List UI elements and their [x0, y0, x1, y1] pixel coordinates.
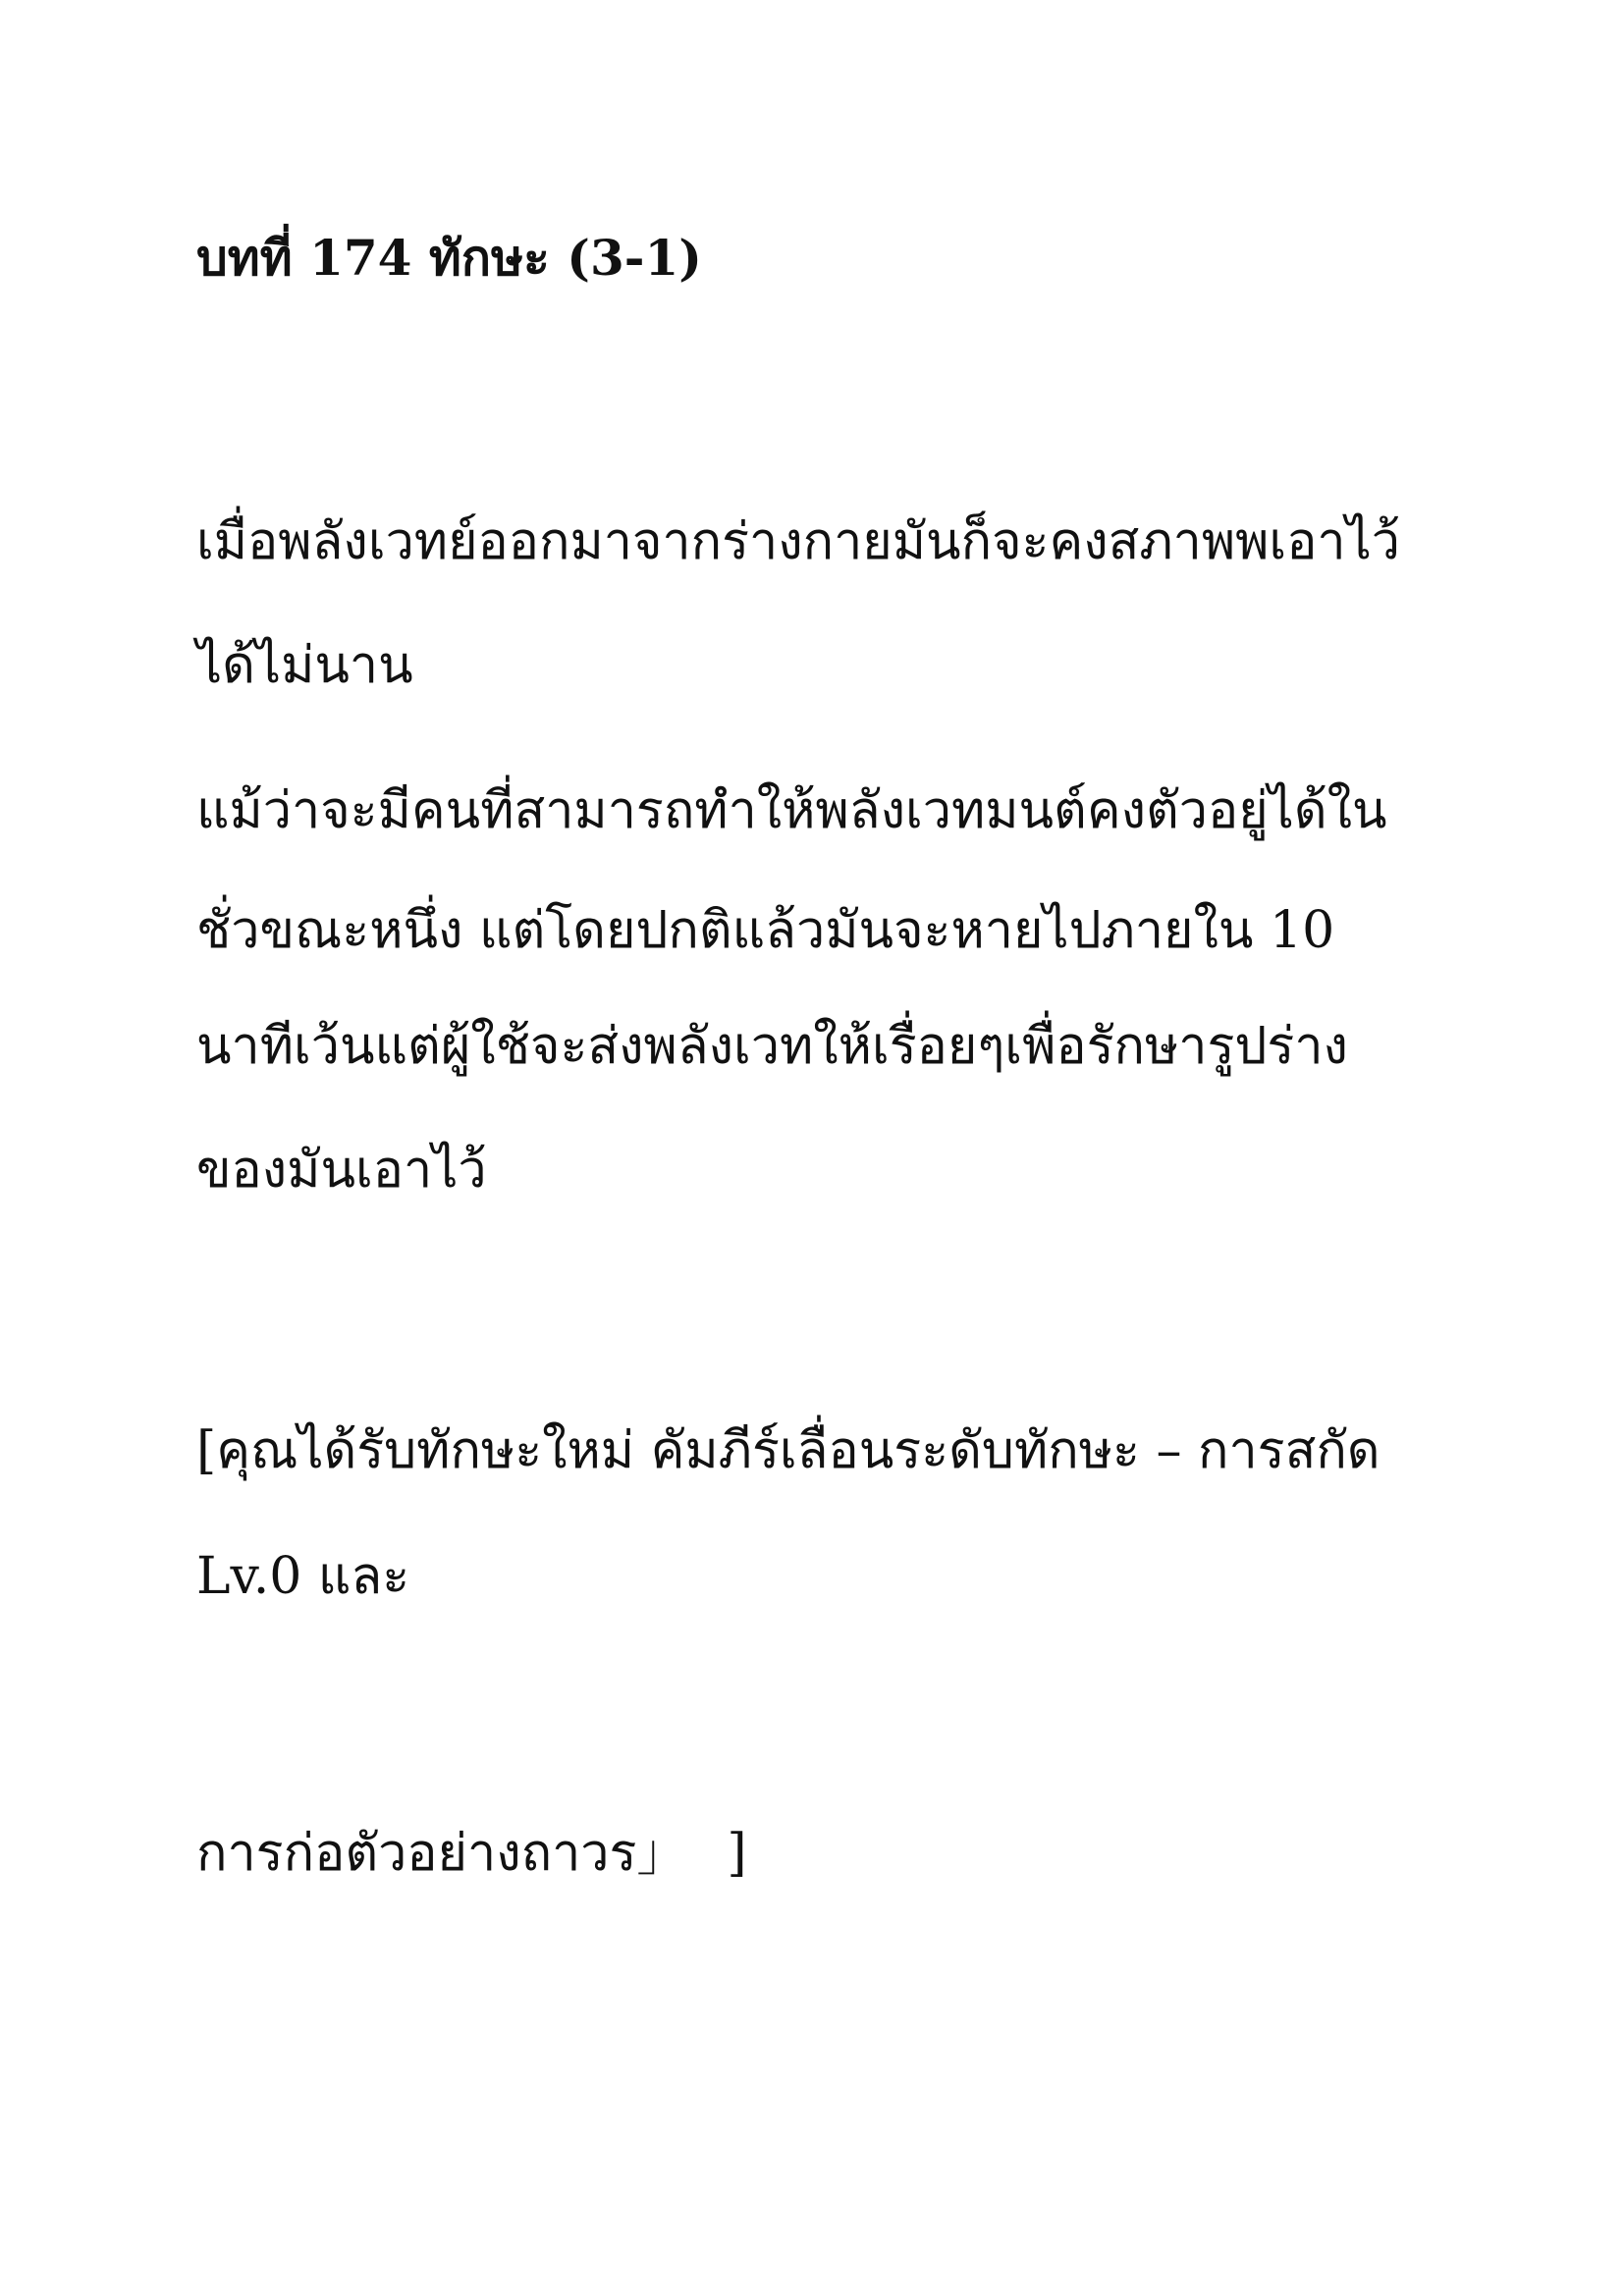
notification-line-1: [คุณได้รับทักษะใหม่ คัมภีร์เลื่อนระดับทักษะ – การสกัด — [196, 1421, 1380, 1480]
closing-bracket: ] — [727, 1824, 747, 1883]
paragraph-line-4: ชั่วขณะหนึ่ง แต่โดยปกติแล้วมันจะหายไปภายใน 10 — [196, 901, 1335, 960]
chapter-title: บทที่ 174 ทักษะ (3-1) — [196, 229, 702, 287]
paragraph-line-1: เมื่อพลังเวทย์ออกมาจากร่างกายมันก็จะคงสภาพพเอาไว้ — [196, 512, 1400, 571]
paragraph-line-5: นาทีเว้นแต่ผู้ใช้จะส่งพลังเวทให้เรื่อยๆเพื่อรักษารูปร่าง — [196, 1017, 1348, 1076]
notification-line-2: Lv.0 และ — [196, 1547, 410, 1606]
paragraph-line-2: ได้ไม่นาน — [196, 636, 413, 695]
notification-line-3-text: การก่อตัวอย่างถาวร」 — [196, 1824, 688, 1883]
paragraph-line-3: แม้ว่าจะมีคนที่สามารถทำให้พลังเวทมนต์คงตัวอยู่ได้ใน — [196, 781, 1387, 840]
paragraph-line-6: ของมันเอาไว้ — [196, 1141, 487, 1200]
notification-line-3 — [196, 1824, 747, 1883]
